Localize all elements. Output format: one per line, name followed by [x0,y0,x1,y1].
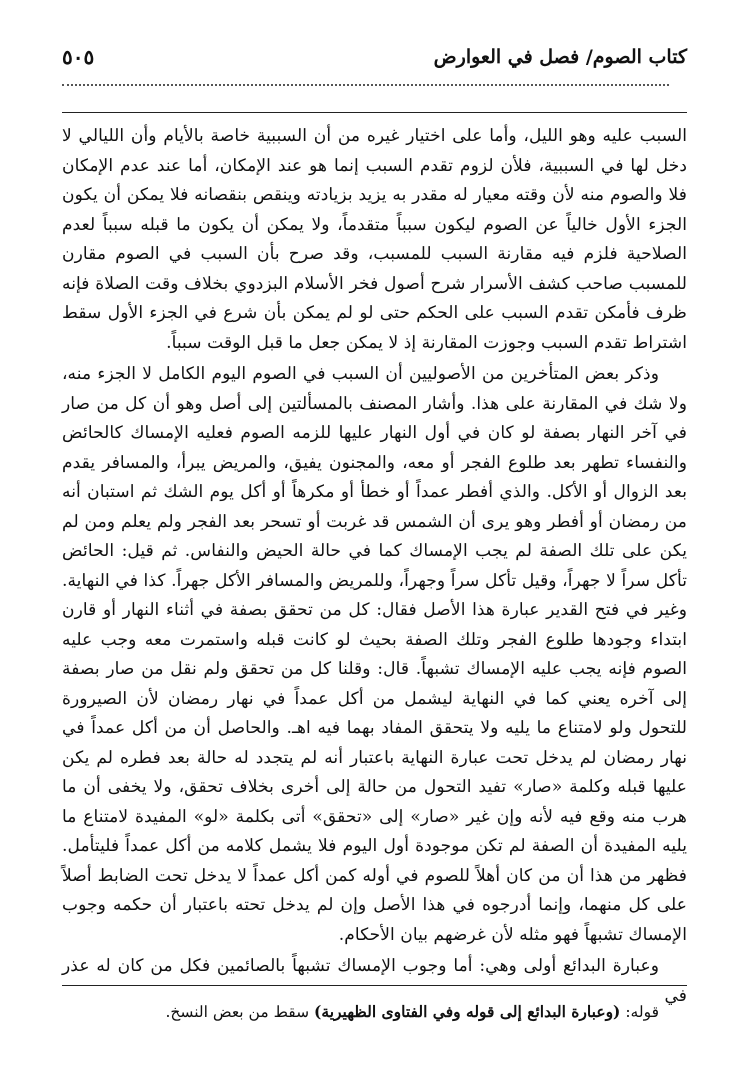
footnote [62,1000,659,1024]
running-title: كتاب الصوم/ فصل في العوارض [433,46,687,68]
dotted-divider [62,84,669,86]
footnote-note: سقط من بعض النسخ. [165,1003,310,1021]
page-number: ٥٠٥ [62,45,95,69]
paragraph: السبب عليه وهو الليل، وأما على اختيار غيره من أن السببية خاصة بالأيام وأن الليالي لا دخل لها في السببية، فلأن لزوم تقدم السبب إنما هو عند الإمكان، أما عند عدم الإمكان فلا والصوم منه لأن وقته معيار له مقدر به يزيد بزيادته وينقص بنقصانه فلا يمكن أن يكون الجزء الأول خالياً عن الصوم ليكون سبباً متقدماً، ولا يمكن أن يكون ما قبله سبباً لعدم الصلاحية فلزم فيه مقارنة السبب للمسبب، وقد صرح بأن السبب في الصوم مقارن للمسبب صاحب كشف الأسرار شرح أصول فخر الأسلام البزدوي بخلاف وقت الصلاة فإنه ظرف فأمكن تقدم السبب على الحكم حتى لو لم يمكن بأن شرع في الجزء الأول سقط اشتراط تقدم السبب وجوزت المقارنة إذ لا يمكن جعل ما قبل الوقت سبباً. [62,126,688,353]
main-text [62,122,688,1006]
footnote-quote: (وعبارة البدائع إلى قوله وفي الفتاوى الظهيرية) [314,1002,621,1021]
footnote-label: قوله: [625,1003,659,1021]
footnote-rule [62,985,687,986]
paragraph: وذكر بعض المتأخرين من الأصوليين أن السبب في الصوم اليوم الكامل لا الجزء منه، ولا شك في المقارنة على هذا. وأشار المصنف بالمسألتين إلى أصل وهو أن كل من صار في آخر النهار بصفة لو كان في أول النهار عليها للزمه الصوم فعليه الإمساك كالحائض والنفساء تطهر بعد طلوع الفجر أو معه، والمجنون يفيق، والمريض يبرأ، والمسافر يقدم بعد الزوال أو الأكل. والذي أفطر عمداً أو خطأ أو مكرهاً أو أكل يوم الشك ثم استبان أنه من رمضان أو أفطر وهو يرى أن الشمس قد غربت أو تسحر بعد الفجر ولم يعلم ومن لم يكن على تلك الصفة لم يجب الإمساك كما في حالة الحيض والنفاس. ثم قيل: الحائض تأكل سراً لا جهراً، وقيل تأكل سراً وجهراً، وللمريض والمسافر الأكل جهراً. كذا في النهاية. وغير في فتح القدير عبارة هذا الأصل فقال: كل من تحقق بصفة في أثناء النهار أو قارن ابتداء وجودها طلوع الفجر وتلك الصفة بحيث لو كانت قبله واستمرت معه وجب عليه الصوم فإنه يجب عليه الإمساك تشبهاً. قال: وقلنا كل من تحقق ولم نقل من صار بصفة إلى آخره يعني كما في النهاية ليشمل من أكل عمداً في نهار رمضان لأن الصيرورة للتحول ولو لامتناع ما يليه ولا يتحقق المفاد بهما فيه اهـ. والحاصل أن من أكل عمداً في نهار رمضان لم يدخل تحت عبارة النهاية باعتبار أنه لم يتجدد له حالة بعد فطره لم يكن عليها قبله وكلمة «صار» تفيد التحول من حالة إلى أخرى بخلاف تحقق، ولا يخفى أن ما هرب منه وقع فيه لأنه وإن غير «صار» إلى «تحقق» أتى بكلمة «لو» المفيدة لامتناع ما يليه المفيدة أن الصفة لم تكن موجودة أول اليوم فلا يشمل كلامه من أكل عمداً فليتأمل. فظهر من هذا أن من كان أهلاً للصوم في أوله كمن أكل عمداً لا يدخل تحت الضابط أصلاً على كل منهما، وإنما أدرجوه في هذا الأصل وإن لم يدخل تحته باعتبار أن حكمه وجوب الإمساك تشبهاً فهو مثله لأن غرضهم بيان الأحكام. [62,364,687,945]
page-header [62,40,687,74]
paragraph: وعبارة البدائع أولى وهي: أما وجوب الإمساك تشبهاً بالصائمين فكل من كان له عذر في [62,956,687,1006]
header-rule [62,112,687,113]
